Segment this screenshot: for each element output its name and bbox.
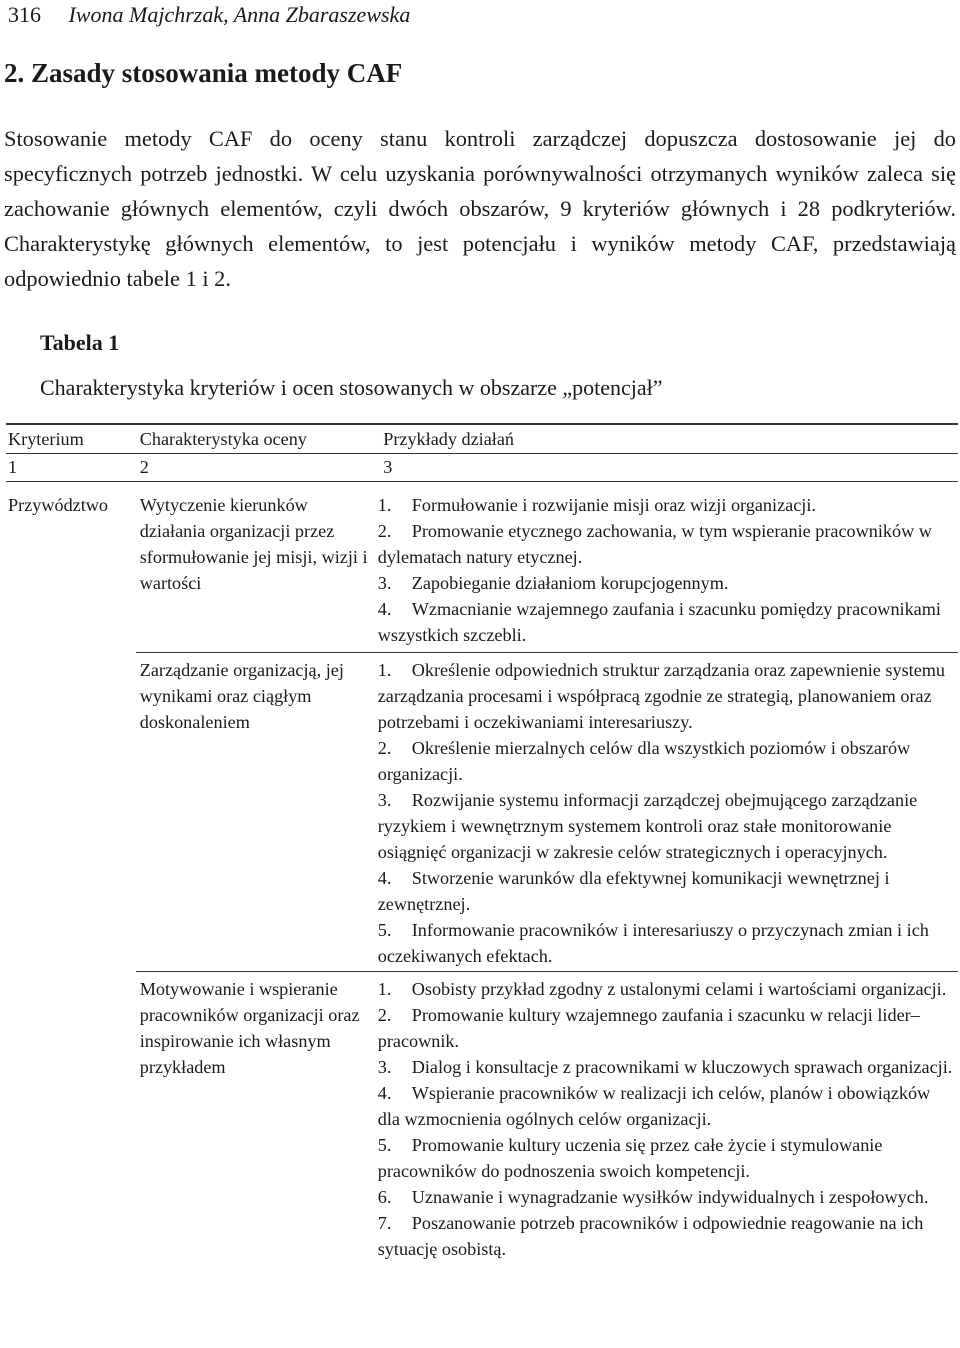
table-row [136,972,958,1262]
action-item: 2. Promowanie kultury wzajemnego zaufania i szacunku w relacji lider–pracownik. [377,1005,920,1051]
table-body [6,482,958,1262]
action-item: 5. Promowanie kultury uczenia się przez całe życie i stymulowanie pracowników do podnoszenia swoich kompetencji. [377,1135,883,1181]
header-przyklady: Przykłady działań [383,429,515,449]
running-authors: Iwona Majchrzak, Anna Zbaraszewska [68,2,411,27]
characteristic-cell: Wytyczenie kierunków działania organizacji przez sformułowanie jej misji, wizji i wartości [139,495,368,593]
action-item: 2. Promowanie etycznego zachowania, w tym wspieranie pracowników w dylematach natury etycznej. [377,521,932,567]
criteria-table [6,423,958,1262]
running-header [8,0,410,30]
characteristic-cell: Zarządzanie organizacją, jej wynikami oraz ciągłym doskonaleniem [139,660,344,732]
header-kryterium: Kryterium [8,429,84,449]
column-number: 2 [139,457,149,477]
page-number: 316 [8,2,41,27]
table-caption: Charakterystyka kryteriów i ocen stosowanych w obszarze „potencjał” [40,375,663,400]
action-item: 3. Zapobieganie działaniom korupcjogennym. [377,573,729,593]
table-header-row [6,425,958,453]
actions-cell [374,657,954,969]
table-row [136,653,958,971]
action-item: 1. Formułowanie i rozwijanie misji oraz wizji organizacji. [377,495,816,515]
actions-cell [374,976,954,1262]
column-number-row [6,454,958,481]
table-row [136,482,958,652]
action-item: 1. Określenie odpowiednich struktur zarządzania oraz zapewnienie systemu zarządzania procesami i współpracą zgodnie ze strategią, planowaniem oraz potrzebami i oczekiwaniami interesariuszy. [377,660,946,732]
action-item: 6. Uznawanie i wynagradzanie wysiłków indywidualnych i zespołowych. [377,1187,929,1207]
criterion-groups [136,482,958,1262]
action-item: 3. Rozwijanie systemu informacji zarządczej obejmującego zarządzanie ryzykiem i wewnętrznym systemem kontroli oraz stałe monitorowanie osiągnięć organizacji w zakresie celów strategicznych i operacyjnych. [377,790,918,862]
column-number: 3 [383,457,393,477]
action-item: 4. Wzmacnianie wzajemnego zaufania i szacunku pomiędzy pracownikami wszystkich szczebli. [377,599,941,645]
characteristic-cell: Motywowanie i wspieranie pracowników organizacji oraz inspirowanie ich własnym przykładem [139,979,360,1077]
action-item: 4. Stworzenie warunków dla efektywnej komunikacji wewnętrznej i zewnętrznej. [377,868,890,914]
action-item: 7. Poszanowanie potrzeb pracowników i odpowiednie reagowanie na ich sytuację osobistą. [377,1213,924,1259]
header-charakterystyka: Charakterystyka oceny [139,429,307,449]
action-item: 4. Wspieranie pracowników w realizacji ich celów, planów i obowiązków dla wzmocnienia ogólnych celów organizacji. [377,1083,931,1129]
table-label: Tabela 1 [40,330,120,355]
column-number: 1 [8,457,18,477]
action-item: 5. Informowanie pracowników i interesariuszy o przyczynach zmian i ich oczekiwanych efektach. [377,920,929,966]
intro-paragraph: Stosowanie metody CAF do oceny stanu kontroli zarządczej dopuszcza dostosowanie jej do specyficznych potrzeb jednostki. W celu uzyskania porównywalności otrzymanych wyników zaleca się zachowanie głównych elementów, czyli dwóch obszarów, 9 kryteriów głównych i 28 podkryteriów. Charakterystykę głównych elementów, to jest potencjału i wyników metody CAF, przedstawiają odpowiednio tabele 1 i 2. [4,126,956,291]
action-item: 2. Określenie mierzalnych celów dla wszystkich poziomów i obszarów organizacji. [377,738,911,784]
action-item: 1. Osobisty przykład zgodny z ustalonymi celami i wartościami organizacji. [377,979,947,999]
criterion-cell: Przywództwo [8,495,109,515]
section-heading: 2. Zasady stosowania metody CAF [4,58,403,88]
action-item: 3. Dialog i konsultacje z pracownikami w kluczowych sprawach organizacji. [377,1057,953,1077]
actions-cell [374,492,954,648]
